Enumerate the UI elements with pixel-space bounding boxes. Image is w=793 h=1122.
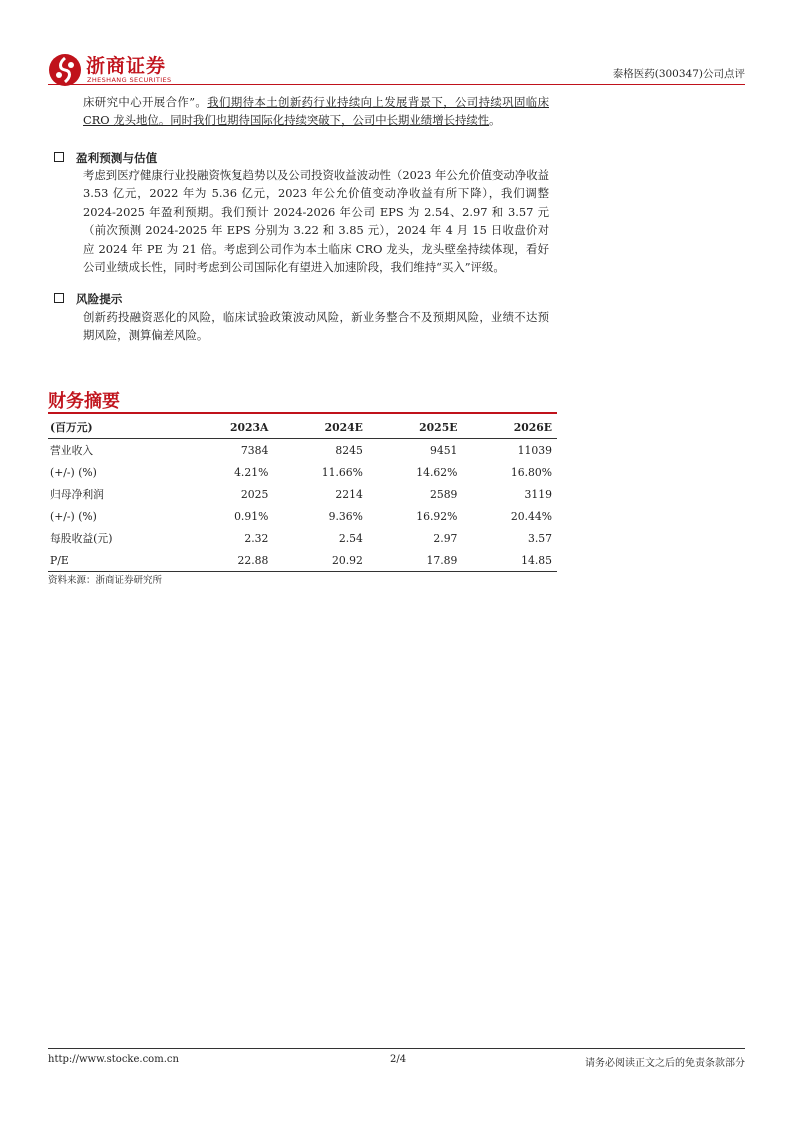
table-header-cell: 2023A [184,416,273,439]
row-label: 营业收入 [50,443,94,457]
logo-subtext: ZHESHANG SECURITIES [87,76,172,84]
table-cell: 2025 [240,487,269,501]
table-cell: 20.44% [510,509,552,523]
report-tag: 泰格医药(300347)公司点评 [612,68,745,80]
intro-paragraph [83,93,549,130]
row-label: (+/-) (%) [50,509,97,523]
forecast-paragraph: 考虑到医疗健康行业投融资恢复趋势以及公司投资收益波动性（2023 年公允价值变动净收益 3.53 亿元，2022 年为 5.36 亿元，2023 年公允价值变动净收益有所下降），我们调整 2024-2025 年盈利预期。我们预计 2024-2026 年公司 EPS 为 2.54、2.97 和 3.57 元（前次预测 2024-2025 年 EPS 分别为 3.22 和 3.85 元），2024 年 4 月 15 日收盘价对应 2024 年 PE 为 21 倍。考虑到公司作为本土临床 CRO 龙头，龙头壁垒持续体现，看好公司业绩成长性，同时考虑到公司国际化有望进入加速阶段，我们维持“买入”评级。 [83,168,549,275]
table-cell: 14.62% [416,465,458,479]
financials-title: 财务摘要 [48,391,120,412]
table-row [48,505,557,527]
table-row [48,549,557,572]
financials-table [48,416,557,572]
zheshang-logo-icon [48,53,82,87]
table-cell: 2214 [335,487,363,501]
checkbox-icon [54,293,64,303]
row-label: P/E [48,549,184,572]
header-divider [48,84,745,85]
table-cell: 3.57 [527,531,552,545]
table-header-cell: (百万元) [48,416,184,439]
page-header [48,48,745,84]
intro-end: 。 [489,113,501,128]
table-cell: 16.80% [510,465,552,479]
checkbox-icon [54,152,64,162]
table-cell: 17.89 [368,549,463,572]
table-cell: 2.97 [433,531,458,545]
website-link[interactable]: http://www.stocke.com.cn [48,1054,179,1065]
table-row [48,483,557,505]
intro-text: 床研究中心开展合作”。 [83,95,208,109]
row-label: 每股收益(元) [50,531,113,545]
risk-paragraph: 创新药投融资恶化的风险，临床试验政策波动风险，新业务整合不及预期风险，业绩不达预期风险，测算偏差风险。 [83,310,549,343]
table-cell: 9451 [429,443,458,457]
table-cell: 22.88 [184,549,273,572]
risk-heading [54,291,122,307]
table-cell: 8245 [335,443,363,457]
table-cell: 11.66% [321,465,363,479]
page-number: 2/4 [390,1054,407,1065]
table-cell: 2.54 [338,531,363,545]
table-cell: 4.21% [234,465,269,479]
table-row [48,439,557,462]
table-cell: 2.32 [244,531,269,545]
table-cell: 7384 [240,443,269,457]
table-cell: 2589 [429,487,458,501]
source-note: 资料来源：浙商证券研究所 [48,575,163,586]
footer-divider [48,1048,745,1049]
table-cell: 9.36% [328,509,363,523]
table-cell: 0.91% [234,509,269,523]
table-header-cell: 2024E [273,416,368,439]
table-cell: 16.92% [416,509,458,523]
disclaimer-note: 请务必阅读正文之后的免责条款部分 [585,1058,745,1069]
table-row [48,527,557,549]
forecast-heading-text: 盈利预测与估值 [76,151,158,165]
row-label: (+/-) (%) [50,465,97,479]
logo-text: 浙商证券 [86,55,167,77]
table-cell: 20.92 [273,549,368,572]
table-cell: 11039 [517,443,552,457]
table-cell: 14.85 [462,549,557,572]
table-header-row [48,416,557,439]
row-label: 归母净利润 [50,487,104,501]
forecast-heading [54,150,157,166]
table-header-cell: 2025E [368,416,463,439]
intro-underlined-text: 我们期待本土创新药行业持续向上发展背景下，公司持续巩固临床 CRO 龙头地位。同时我们也期待国际化持续突破下，公司中长期业绩增长持续性 [83,95,549,128]
table-header-cell: 2026E [462,416,557,439]
table-row [48,461,557,483]
risk-heading-text: 风险提示 [76,292,123,306]
financials-rule [48,412,557,414]
table-cell: 3119 [524,487,552,501]
